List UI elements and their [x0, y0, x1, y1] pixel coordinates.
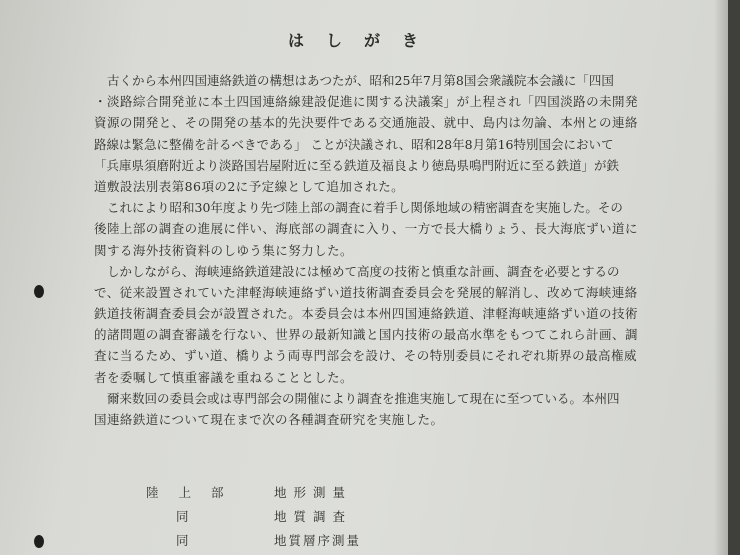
item-description: 地質層序測量 [274, 533, 362, 548]
text-line: 国連絡鉄道について現在まで次の各種調査研究を実施した。 [94, 412, 444, 427]
text-line: 鉄道技術調査委員会が設置された。本委員会は本州四国連絡鉄道、津軽海峡連絡ずい道の技術 [94, 306, 638, 322]
text-line: で、従来設置されていた津軽海峡連絡ずい道技術調査委員会を発展的解消し、改めて海峡連絡 [94, 284, 638, 300]
item-description: 地質調査 [274, 509, 353, 524]
survey-items-list [146, 483, 446, 555]
text-line: 査に当るため、ずい道、橋りよう両専門部会を設け、その特別委員にそれぞれ斯界の最高権威 [94, 348, 637, 364]
text-line: これにより昭和30年度より先づ陸上部の調査に着手し関係地域の精密調査を実施した。その [107, 200, 623, 216]
item-label: 陸上部 [146, 485, 244, 500]
text-line: 「兵庫県須磨附近より淡路国岩屋附近に至る鉄道及福良より徳島県鳴門附近に至る鉄道」が鉄 [94, 157, 620, 173]
item-label: 同 [176, 509, 209, 524]
text-line: 者を委嘱して慎重審議を重ねることとした。 [94, 369, 354, 385]
text-line: 古くから本州四国連絡鉄道の構想はあつたが、昭和25年7月第8国会衆議院本会議に「四国 [107, 73, 614, 88]
item-description: 地形測量 [274, 485, 353, 500]
text-line: 関する海外技術資料のしゆう集に努力した。 [94, 242, 354, 258]
binder-hole [34, 535, 44, 548]
list-item [146, 483, 446, 507]
text-line: 的諸問題の調査審議を行ない、世界の最新知識と国内技術の最高水準をもつてこれら計画、調 [94, 327, 638, 343]
text-line: 道敷設法別表第86項の2に予定線として追加された。 [94, 178, 405, 194]
text-line: 後陸上部の調査の進展に伴い、海底部の調査に入り、一方で長大橋りょう、長大海底ずい道に [94, 221, 638, 237]
page-edge-shadow [714, 0, 728, 555]
text-line: しかしながら、海峡連絡鉄道建設には極めて高度の技術と慎重な計画、調査を必要とするの [107, 263, 620, 279]
item-label: 同 [176, 533, 209, 548]
list-item [146, 531, 446, 555]
text-line: 資源の開発と、その開発の基本的先決要件である交通施設、就中、島内は勿論、本州との連絡 [94, 115, 638, 131]
list-item [146, 507, 446, 531]
binder-hole [34, 285, 44, 298]
text-line: ・淡路綜合開発並に本土四国連絡線建設促進に関する決議案」が上程され「四国淡路の未開発 [94, 94, 638, 110]
text-line: 路線は緊急に整備を計るべきである」 ことが決議され、昭和28年8月第16特別国会において [94, 136, 614, 152]
text-line: 爾来数回の委員会或は専門部会の開催により調査を推進実施して現在に至つている。本州四 [107, 390, 620, 406]
page-title: はしがき [287, 31, 440, 50]
preface-body [94, 70, 638, 430]
